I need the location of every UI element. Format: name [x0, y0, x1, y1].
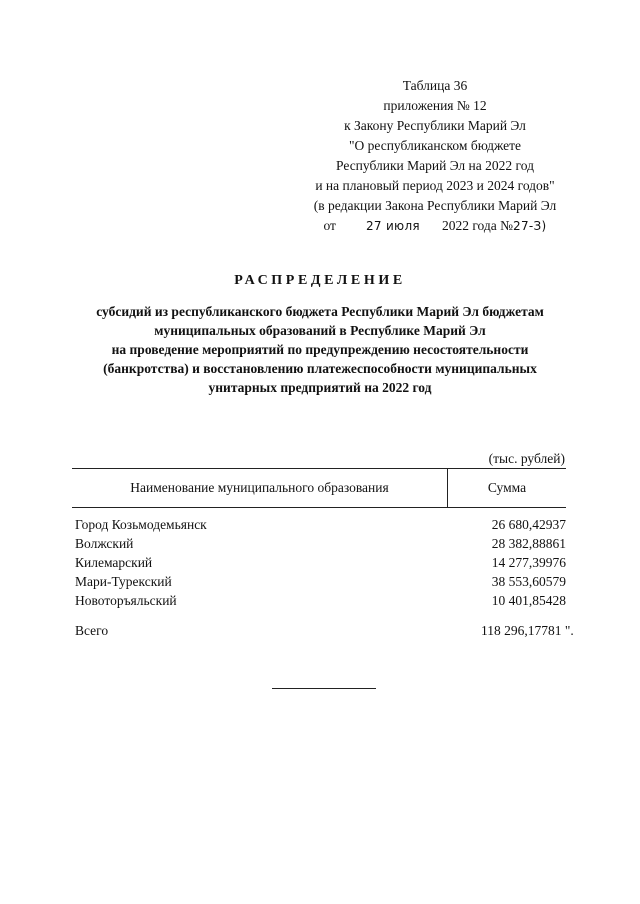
- document-title: РАСПРЕДЕЛЕНИЕ: [234, 273, 406, 288]
- header-line-plan-period: и на плановый период 2023 и 2024 годов": [315, 178, 555, 193]
- distribution-table: [72, 468, 566, 508]
- table-row: [72, 591, 566, 610]
- appendix-header: [290, 76, 580, 236]
- row-name: Новоторъяльский: [75, 593, 177, 608]
- subtitle-line: на проведение мероприятий по предупреждению несостоятельности: [111, 342, 529, 357]
- row-value: 14 277,39976: [491, 555, 566, 570]
- header-line-budget: "О республиканском бюджете: [348, 138, 521, 153]
- total-value: 118 296,17781 ".: [481, 623, 574, 638]
- header-line-republic-year: Республики Марий Эл на 2022 год: [336, 158, 534, 173]
- table-row: [72, 553, 566, 572]
- header-line-table-number: Таблица 36: [402, 78, 468, 93]
- row-value: 38 553,60579: [491, 574, 566, 589]
- table-row: [72, 515, 566, 534]
- subtitle-line: субсидий из республиканского бюджета Республики Марий Эл бюджетам: [96, 304, 544, 319]
- units-label: (тыс. рублей): [488, 451, 565, 466]
- row-name: Волжский: [75, 536, 134, 551]
- subtitle-line: муниципальных образований в Республике Марий Эл: [154, 323, 486, 338]
- row-value: 28 382,88861: [491, 536, 566, 551]
- handwritten-number: 27-З): [513, 219, 547, 233]
- edition-prefix: от: [323, 218, 336, 233]
- subtitle-line: унитарных предприятий на 2022 год: [208, 380, 432, 395]
- closing-divider: [272, 688, 376, 689]
- header-line-law: к Закону Республики Марий Эл: [344, 118, 526, 133]
- handwritten-date: 27 июля: [365, 219, 420, 233]
- row-name: Мари-Турекский: [75, 574, 172, 589]
- total-row: [72, 621, 582, 641]
- row-name: Килемарский: [75, 555, 153, 570]
- table-body: [72, 515, 566, 610]
- subtitle-line: (банкротства) и восстановлению платежеспособности муниципальных: [103, 361, 537, 376]
- header-line-edition: (в редакции Закона Республики Марий Эл: [313, 198, 557, 213]
- row-value: 10 401,85428: [491, 593, 566, 608]
- edition-date-line: [290, 216, 580, 236]
- edition-year-text: 2022 года №: [441, 218, 514, 233]
- table-row: [72, 572, 566, 591]
- table-row: [72, 534, 566, 553]
- table-header: [72, 468, 566, 508]
- column-header-sum: Сумма: [487, 480, 527, 495]
- row-value: 26 680,42937: [491, 517, 566, 532]
- column-header-name: Наименование муниципального образования: [130, 480, 389, 495]
- header-line-appendix: приложения № 12: [383, 98, 487, 113]
- document-subtitle: [80, 302, 560, 397]
- row-name: Город Козьмодемьянск: [75, 517, 207, 532]
- total-label: Всего: [75, 623, 109, 638]
